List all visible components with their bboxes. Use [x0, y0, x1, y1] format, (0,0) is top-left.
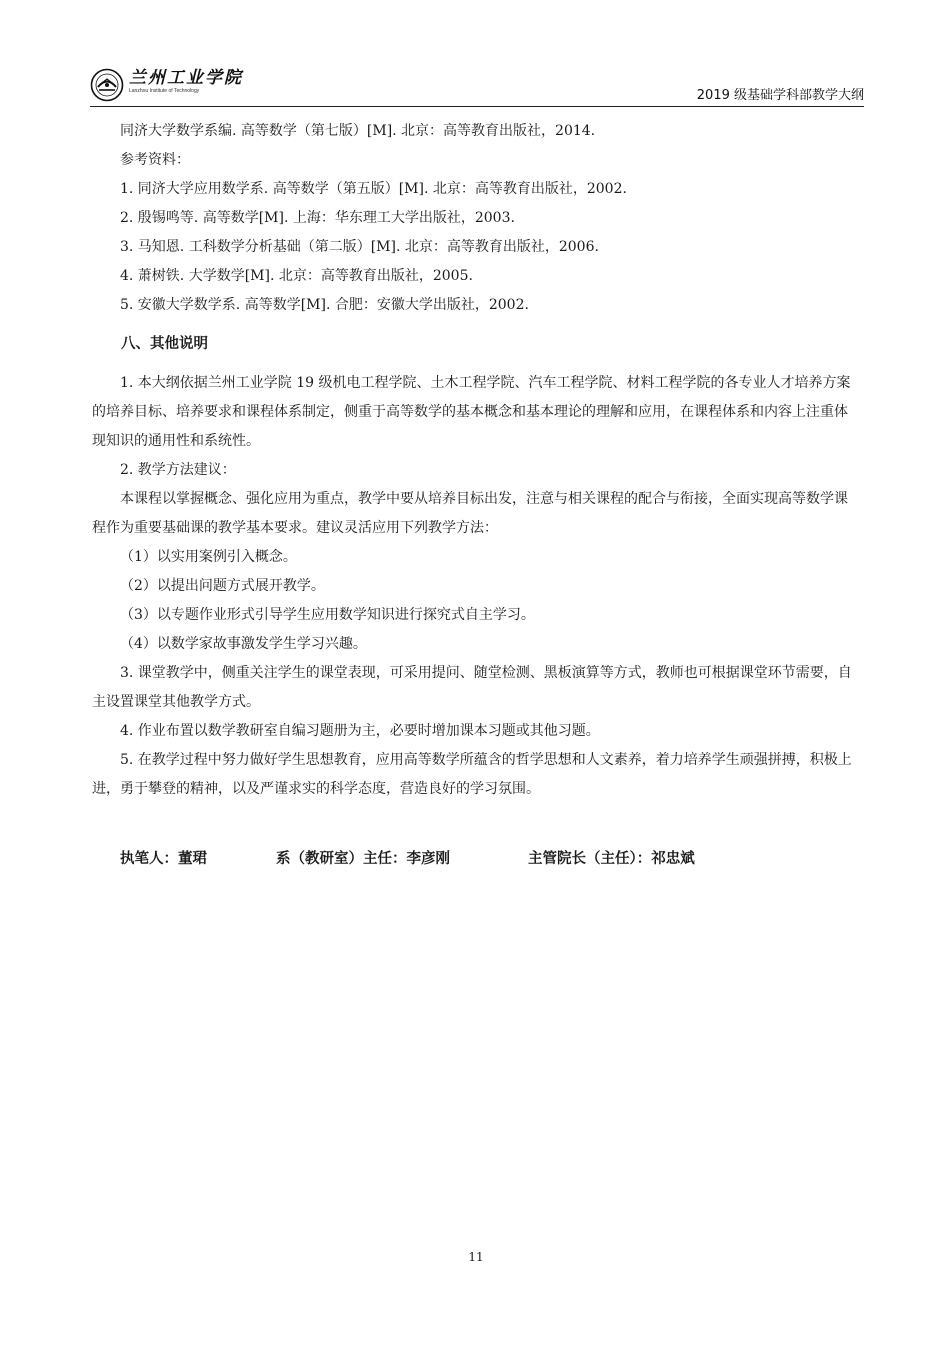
signature-writer: 执笔人：董珺	[120, 851, 207, 867]
reference-item: 4. 萧树铁. 大学数学[M]. 北京：高等教育出版社，2005.	[120, 268, 473, 284]
school-emblem-icon	[90, 68, 124, 102]
header-title: 2019 级基础学科部教学大纲	[696, 88, 864, 103]
references-label: 参考资料：	[120, 152, 190, 168]
logo-chinese-name: 兰州工业学院	[129, 68, 243, 88]
signature-director: 系（教研室）主任：李彦刚	[276, 851, 450, 867]
reference-item: 3. 马知恩. 工科数学分析基础（第二版）[M]. 北京：高等教育出版社，2006.	[120, 239, 599, 255]
paragraph-label: 2. 教学方法建议：	[120, 462, 236, 478]
section-title: 八、其他说明	[121, 336, 208, 352]
method-item: （2）以提出问题方式展开教学。	[120, 578, 325, 594]
reference-item: 5. 安徽大学数学系. 高等数学[M]. 合肥：安徽大学出版社，2002.	[120, 297, 529, 313]
paragraph: 本课程以掌握概念、强化应用为重点，教学中要从培养目标出发，注意与相关课程的配合与衔接，全面实现高等数学课程作为重要基础课的教学基本要求。建议灵活应用下列教学方法：	[92, 491, 848, 536]
method-item: （4）以数学家故事激发学生学习兴趣。	[120, 636, 367, 652]
main-textbook: 同济大学数学系编. 高等数学（第七版）[M]. 北京：高等教育出版社，2014.	[120, 123, 596, 139]
paragraph: 3. 课堂教学中，侧重关注学生的课堂表现，可采用提问、随堂检测、黑板演算等方式，教师也可根据课堂环节需要，自主设置课堂其他教学方式。	[92, 665, 852, 710]
method-item: （1）以实用案例引入概念。	[120, 549, 297, 565]
paragraph: 1. 本大纲依据兰州工业学院 19 级机电工程学院、土木工程学院、汽车工程学院、材料工程学院的各专业人才培养方案的培养目标、培养要求和课程体系制定，侧重于高等数学的基本概念和基本理论的理解和应用，在课程体系和内容上注重体现知识的通用性和系统性。	[92, 375, 851, 449]
paragraph: 4. 作业布置以数学教研室自编习题册为主，必要时增加课本习题或其他习题。	[120, 723, 600, 739]
reference-item: 2. 殷锡鸣等. 高等数学[M]. 上海：华东理工大学出版社，2003.	[120, 210, 515, 226]
signature-dean: 主管院长（主任）：祁忠斌	[528, 851, 695, 867]
signature-row	[120, 844, 695, 874]
reference-item: 1. 同济大学应用数学系. 高等数学（第五版）[M]. 北京：高等教育出版社，2002.	[120, 181, 627, 197]
logo-english-name: Lanzhou Institute of Technology	[129, 88, 200, 94]
page-number: 11	[468, 1250, 484, 1264]
school-logo	[90, 68, 243, 102]
method-item: （3）以专题作业形式引导学生应用数学知识进行探究式自主学习。	[120, 607, 535, 623]
page-header	[90, 64, 864, 107]
page-content	[92, 117, 856, 804]
paragraph: 5. 在教学过程中努力做好学生思想教育，应用高等数学所蕴含的哲学思想和人文素养，着力培养学生顽强拼搏，积极上进，勇于攀登的精神，以及严谨求实的科学态度，营造良好的学习氛围。	[92, 752, 852, 797]
